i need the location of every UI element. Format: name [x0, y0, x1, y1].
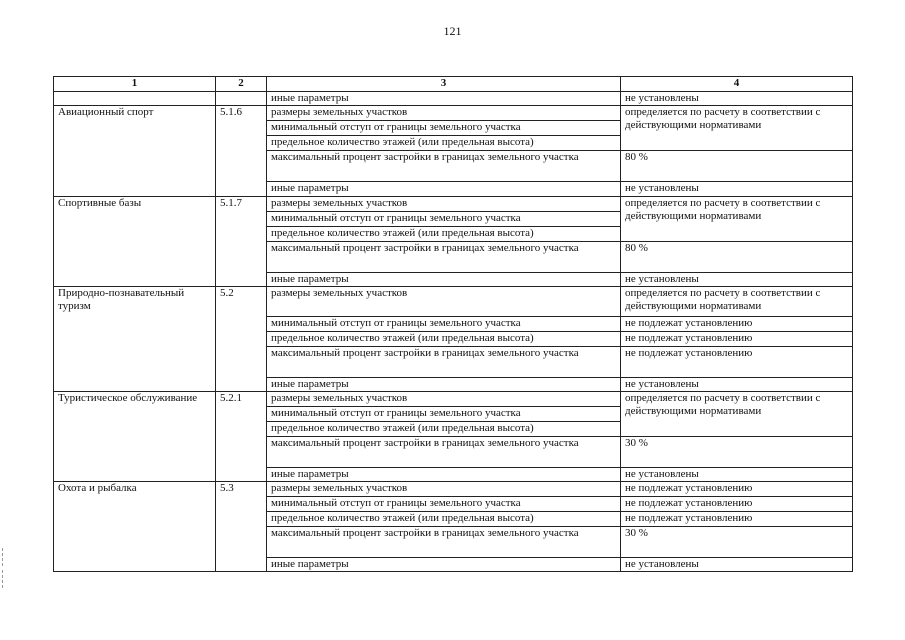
param-cell: минимальный отступ от границы земельного участка [267, 212, 621, 227]
param-cell: предельное количество этажей (или предельная высота) [267, 136, 621, 151]
value-cell: не подлежат установлению [621, 512, 853, 527]
param-cell: предельное количество этажей (или предельная высота) [267, 332, 621, 347]
param-cell: размеры земельных участков [267, 482, 621, 497]
activity-code-cell: 5.3 [216, 482, 267, 572]
value-cell: 80 % [621, 151, 853, 182]
scan-edge-mark [2, 570, 5, 588]
param-cell: минимальный отступ от границы земельного участка [267, 317, 621, 332]
value-cell: не установлены [621, 273, 853, 287]
param-cell: иные параметры [267, 378, 621, 392]
table-row [54, 392, 853, 407]
param-cell: предельное количество этажей (или предельная высота) [267, 227, 621, 242]
table-row [54, 106, 853, 121]
header-col-1: 1 [54, 77, 216, 92]
merged-value-cell: определяется по расчету в соответствии с действующими нормативами [621, 197, 853, 242]
value-cell: 30 % [621, 437, 853, 468]
activity-code-cell: 5.1.7 [216, 197, 267, 287]
param-cell: максимальный процент застройки в границах земельного участка [267, 242, 621, 273]
value-cell: не подлежат установлению [621, 347, 853, 378]
activity-code-cell: 5.2 [216, 287, 267, 392]
value-cell: не подлежат установлению [621, 482, 853, 497]
value-cell: не установлены [621, 182, 853, 197]
header-col-3: 3 [267, 77, 621, 92]
value-cell: 30 % [621, 527, 853, 558]
table-row [54, 92, 853, 106]
param-cell: предельное количество этажей (или предельная высота) [267, 422, 621, 437]
param-cell: предельное количество этажей (или предельная высота) [267, 512, 621, 527]
header-col-4: 4 [621, 77, 853, 92]
value-cell: не установлены [621, 92, 853, 106]
activity-name-cell: Авиационный спорт [54, 106, 216, 197]
value-cell: не подлежат установлению [621, 332, 853, 347]
value-cell: не подлежат установлению [621, 497, 853, 512]
table-row [54, 482, 853, 497]
activity-code-cell: 5.2.1 [216, 392, 267, 482]
header-row [54, 77, 853, 92]
merged-value-cell: определяется по расчету в соответствии с действующими нормативами [621, 106, 853, 151]
value-cell: не установлены [621, 468, 853, 482]
scan-edge-mark [2, 548, 5, 566]
param-cell: минимальный отступ от границы земельного участка [267, 121, 621, 136]
activity-name-cell: Природно-познавательный туризм [54, 287, 216, 392]
param-cell: минимальный отступ от границы земельного участка [267, 497, 621, 512]
activity-name-cell: Спортивные базы [54, 197, 216, 287]
param-cell: максимальный процент застройки в границах земельного участка [267, 347, 621, 378]
header-col-2: 2 [216, 77, 267, 92]
regulations-table [53, 76, 853, 572]
param-cell: иные параметры [267, 468, 621, 482]
value-cell: не установлены [621, 378, 853, 392]
param-cell: размеры земельных участков [267, 392, 621, 407]
page-number: 121 [443, 24, 462, 38]
activity-code-cell: 5.1.6 [216, 106, 267, 197]
value-cell: 80 % [621, 242, 853, 273]
table-row [54, 287, 853, 317]
value-cell: не подлежат установлению [621, 317, 853, 332]
param-cell: максимальный процент застройки в границах земельного участка [267, 437, 621, 468]
activity-name-cell: Туристическое обслуживание [54, 392, 216, 482]
param-cell: размеры земельных участков [267, 197, 621, 212]
param-cell: иные параметры [267, 182, 621, 197]
activity-code-cell [216, 92, 267, 106]
activity-name-cell [54, 92, 216, 106]
value-cell: определяется по расчету в соответствии с действующими нормативами [621, 287, 853, 317]
param-cell: размеры земельных участков [267, 106, 621, 121]
merged-value-cell: определяется по расчету в соответствии с действующими нормативами [621, 392, 853, 437]
param-cell: минимальный отступ от границы земельного участка [267, 407, 621, 422]
value-cell: не установлены [621, 558, 853, 572]
param-cell: размеры земельных участков [267, 287, 621, 317]
param-cell: иные параметры [267, 558, 621, 572]
param-cell: максимальный процент застройки в границах земельного участка [267, 151, 621, 182]
activity-name-cell: Охота и рыбалка [54, 482, 216, 572]
param-cell: иные параметры [267, 273, 621, 287]
param-cell: иные параметры [267, 92, 621, 106]
table-row [54, 197, 853, 212]
param-cell: максимальный процент застройки в границах земельного участка [267, 527, 621, 558]
